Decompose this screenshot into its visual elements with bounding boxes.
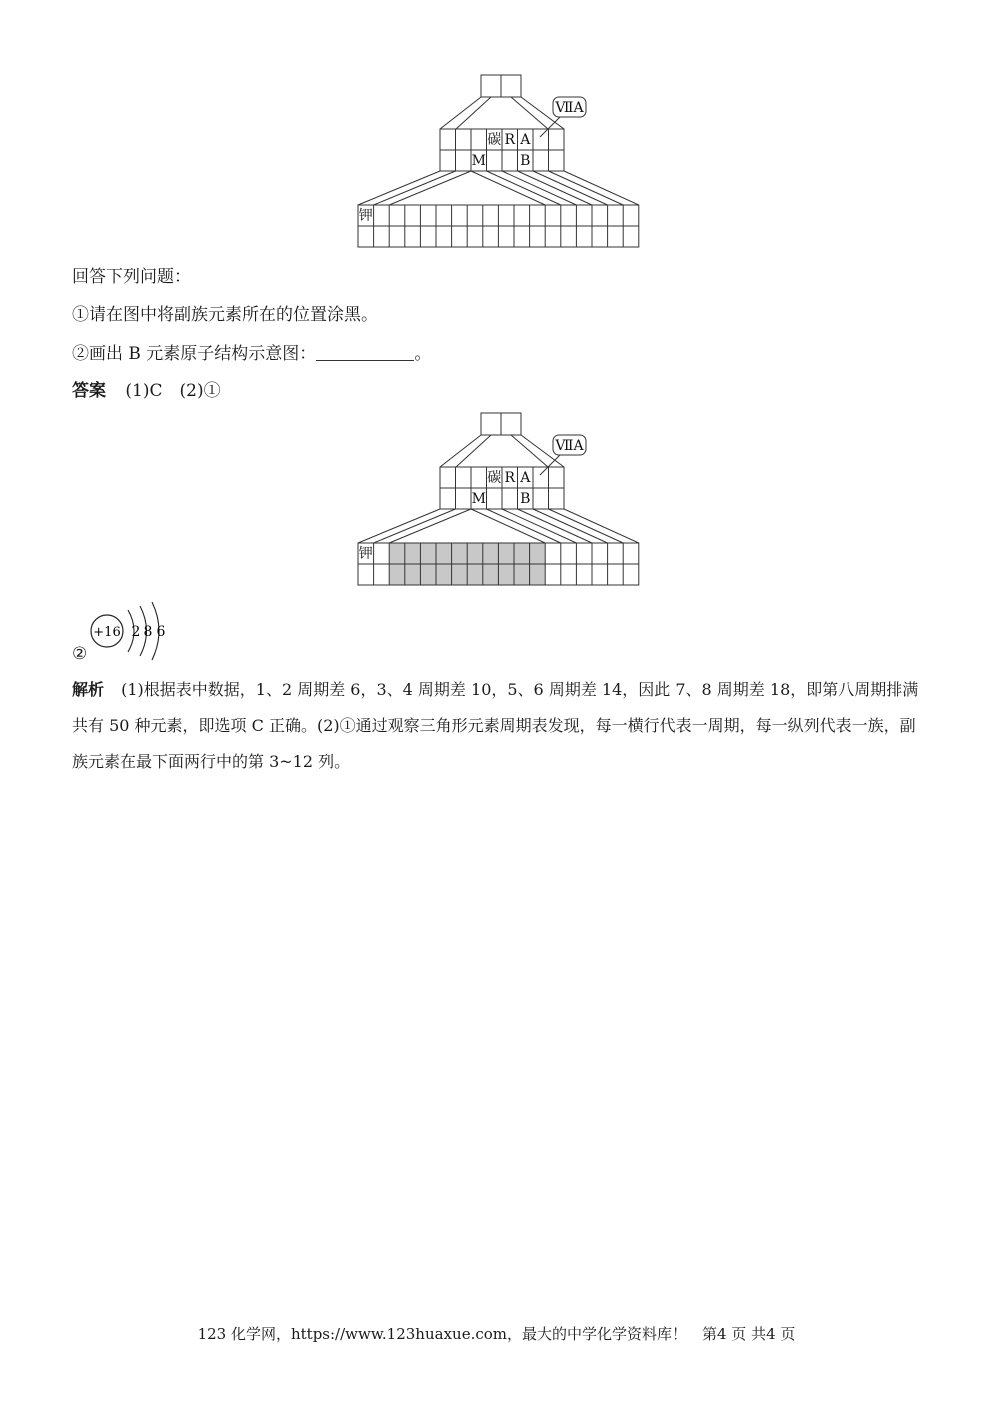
- answer-label: 答案: [72, 381, 106, 401]
- fan-line: [533, 171, 608, 205]
- group-callout-label: ⅦA: [555, 100, 584, 116]
- cell-b: B: [520, 153, 531, 169]
- cell-potassium: 钾: [358, 208, 373, 224]
- fan-line: [374, 171, 456, 205]
- fan-line: [502, 171, 576, 205]
- fan-line: [502, 509, 576, 543]
- fan-line: [487, 171, 561, 205]
- cell-a: A: [520, 470, 531, 486]
- fan-line-left: [358, 509, 440, 543]
- roof-line-left: [440, 97, 481, 129]
- answer-text: (1)C (2)①: [125, 381, 221, 401]
- fan-line: [389, 509, 471, 543]
- cell-m: M: [471, 153, 486, 169]
- fan-line: [549, 171, 624, 205]
- fan-line: [518, 509, 593, 543]
- fan-line: [471, 171, 545, 205]
- cell-m: M: [471, 491, 486, 507]
- group-callout-label: ⅦA: [555, 438, 584, 454]
- question-2-text: ②画出 B 元素原子结构示意图：: [72, 344, 317, 364]
- fan-line: [389, 171, 471, 205]
- fan-line: [374, 509, 456, 543]
- shell-electrons-1: 2: [131, 624, 141, 640]
- fan-line-right: [564, 171, 639, 205]
- nucleus-charge: +16: [93, 625, 121, 640]
- fan-line: [533, 509, 608, 543]
- shell-electrons-2: 8: [143, 624, 153, 640]
- cell-carbon: 碳: [487, 132, 502, 148]
- fan-line: [518, 171, 593, 205]
- cell-a: A: [520, 132, 531, 148]
- fan-line-left: [358, 171, 440, 205]
- answer-part2-marker: ②: [72, 644, 88, 664]
- roof-line-left: [440, 435, 481, 467]
- cell-carbon: 碳: [487, 470, 502, 486]
- question-2-suffix: 。: [414, 344, 432, 364]
- shell-electrons-3: 6: [156, 624, 166, 640]
- analysis-text: (1)根据表中数据，1、2 周期差 6，3、4 周期差 10，5、6 周期差 14，因此 7、8 周期差 18，即第八周期排满共有 50 种元素，即选项 C 正确。(2)①通过观察三角形元素周期表发现，每一横行代表一周期，每一纵列代表一族，副族元素在最下面两行中的第 3~12 列。: [72, 680, 919, 771]
- page-footer: 123 化学网，https://www.123huaxue.com，最大的中学化学资料库！ 第4 页 共4 页: [197, 1325, 796, 1343]
- periodic-triangle-diagram-answer: [0, 338, 993, 598]
- fan-line-right: [564, 509, 639, 543]
- fan-line: [487, 509, 561, 543]
- periodic-triangle-diagram: [0, 0, 993, 260]
- cell-r: R: [504, 470, 516, 486]
- questions-prompt: 回答下列问题：: [72, 267, 191, 287]
- analysis-label: 解析: [72, 680, 105, 699]
- cell-potassium: 钾: [358, 546, 373, 562]
- question-1: ①请在图中将副族元素所在的位置涂黑。: [72, 305, 378, 325]
- fan-line: [471, 509, 545, 543]
- cell-b: B: [520, 491, 531, 507]
- analysis-block: [72, 672, 922, 780]
- atom-structure-diagram: [88, 596, 178, 666]
- cell-r: R: [504, 132, 516, 148]
- group-callout-pointer: [540, 117, 560, 137]
- group-callout-pointer: [540, 455, 560, 475]
- fan-line: [549, 509, 624, 543]
